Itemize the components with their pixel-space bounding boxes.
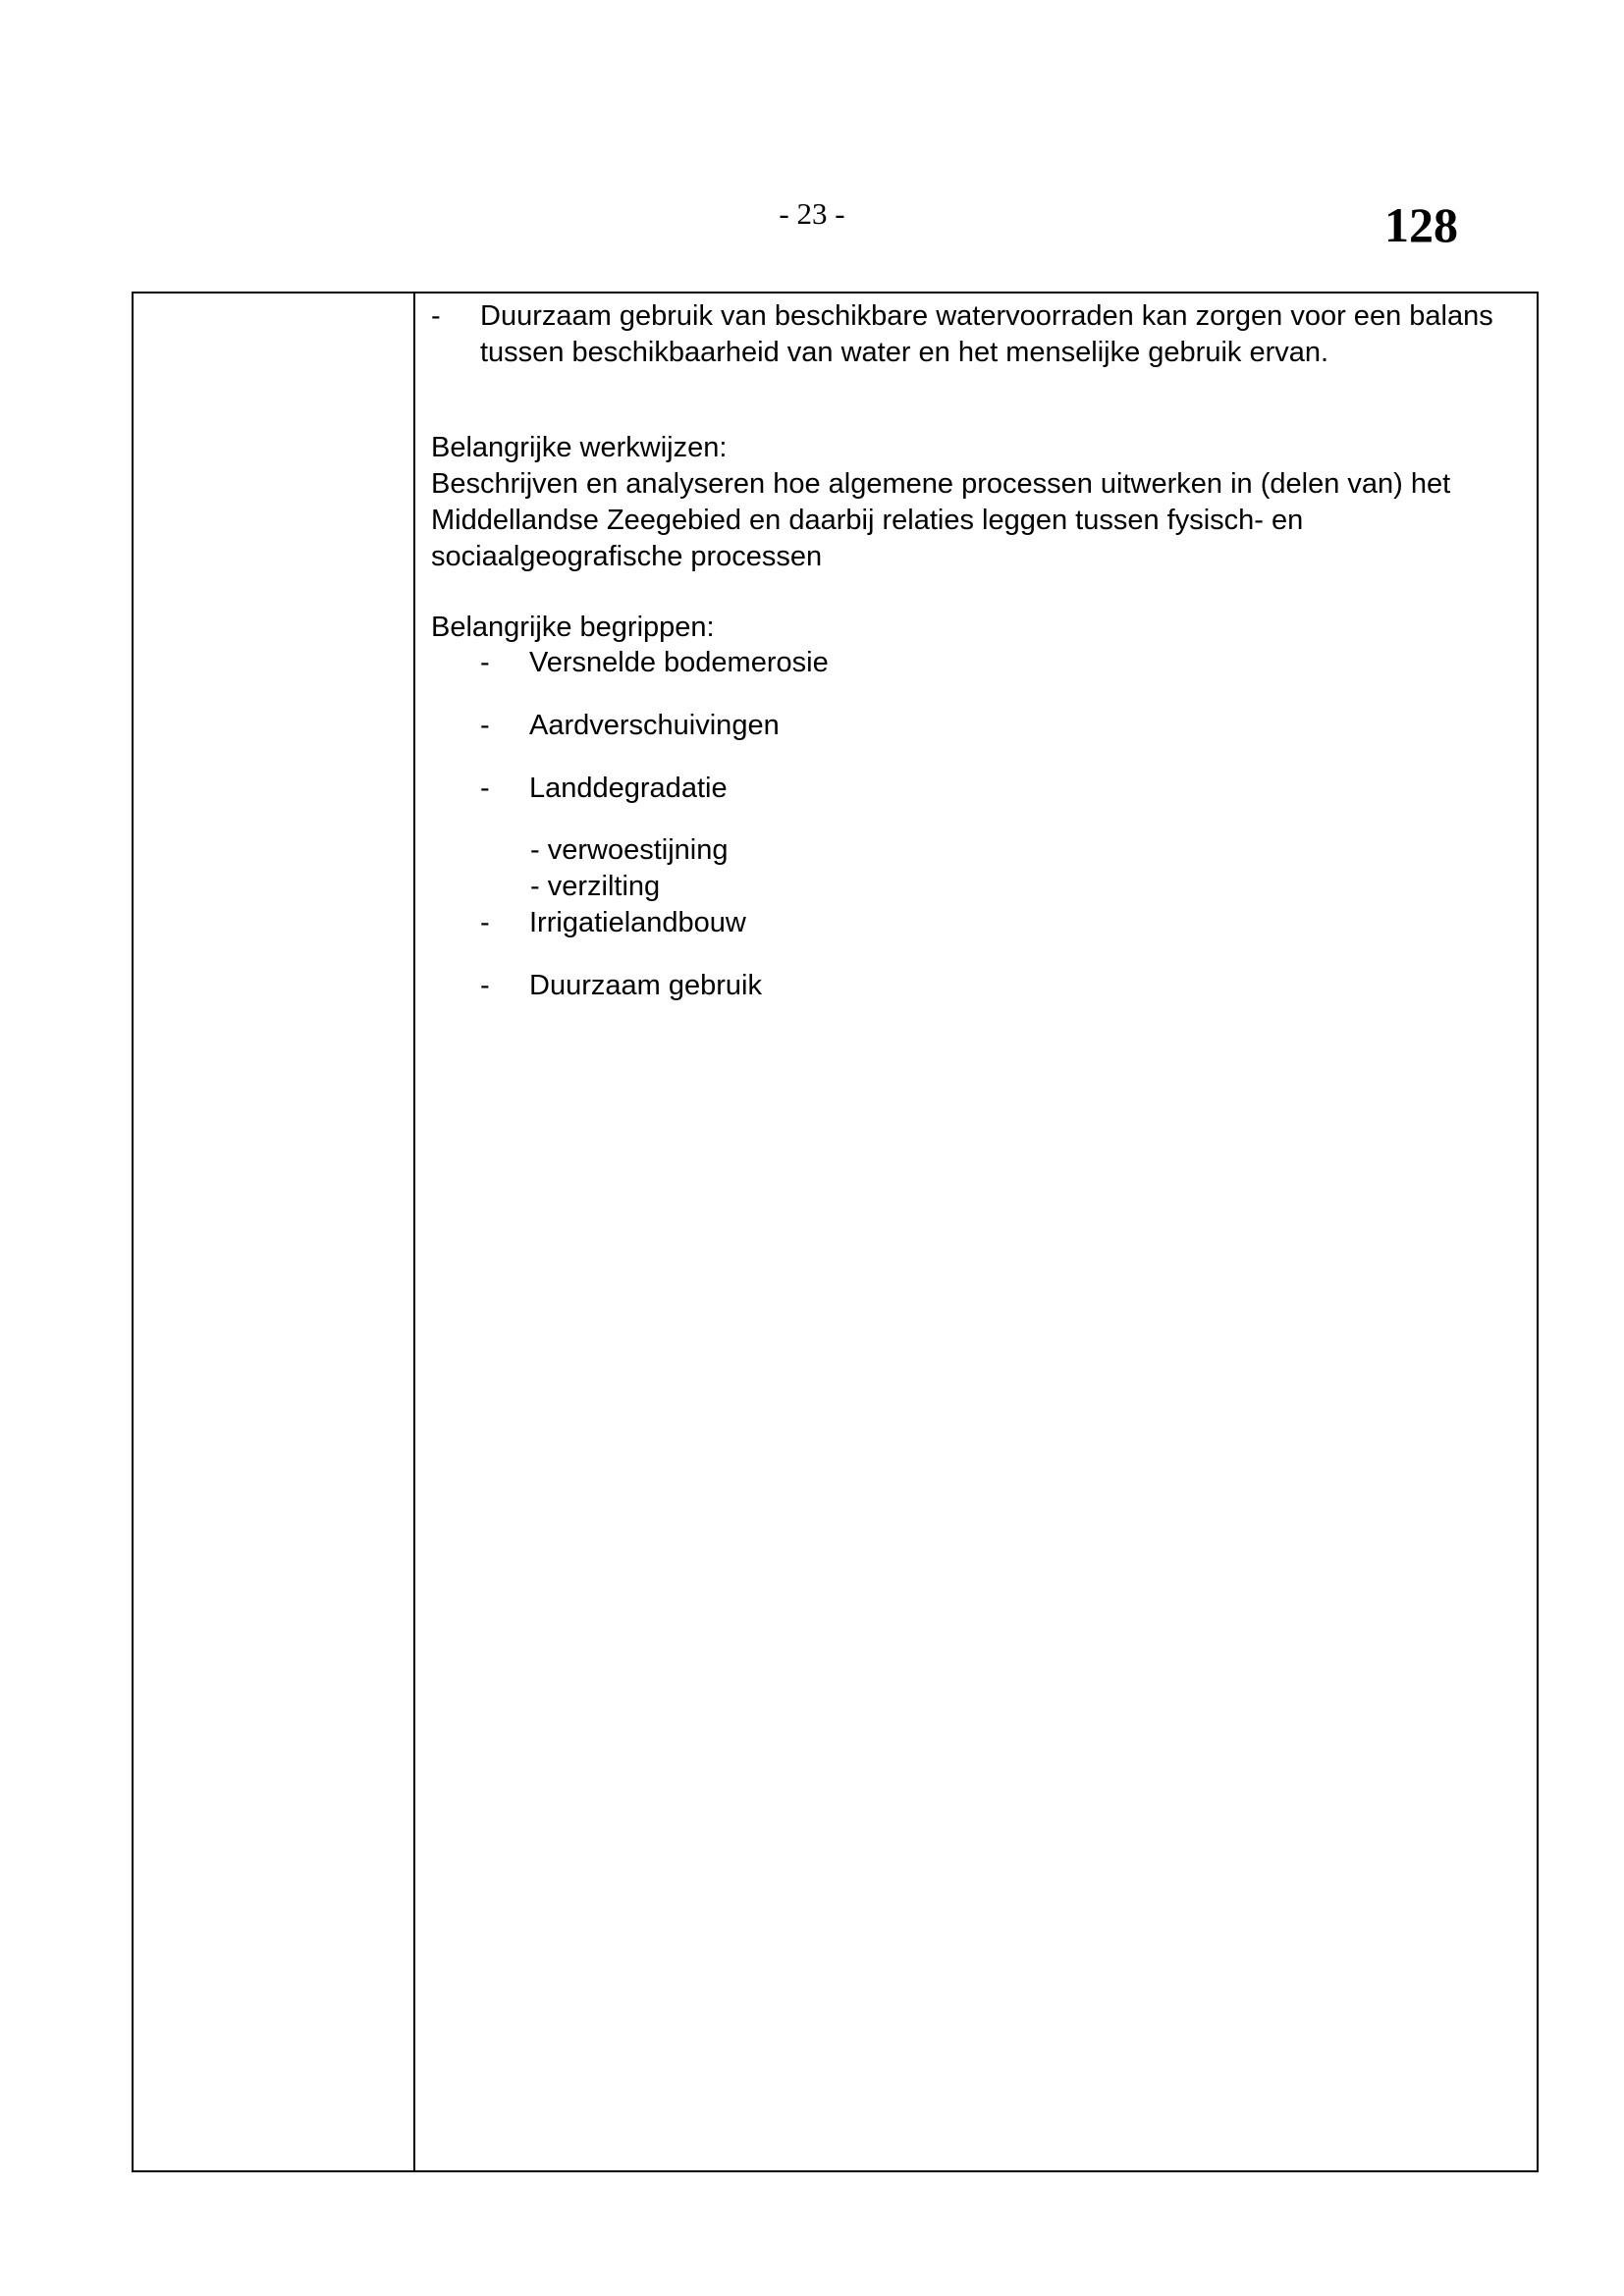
term-dash: -	[480, 710, 490, 741]
term-dash: -	[480, 970, 490, 1001]
term-label: Landdegradatie	[529, 773, 728, 804]
subterm-item: - verwoestijning	[530, 834, 729, 866]
list-item	[431, 298, 1517, 371]
werkwijzen-text: Beschrijven en analyseren hoe algemene processen uitwerken in (delen van) het Middellandse Zeegebied en daarbij relaties leggen tussen fysisch- en sociaalgeografische processen	[431, 468, 1451, 572]
subterm-item: - verzilting	[530, 871, 661, 902]
term-label: Irrigatielandbouw	[529, 907, 746, 938]
term-dash: -	[480, 907, 490, 938]
right-column	[415, 294, 1537, 2170]
bullet-dash: -	[431, 300, 441, 332]
term-label: Aardverschuivingen	[529, 710, 780, 741]
document-number: 128	[1384, 197, 1458, 252]
term-label: Duurzaam gebruik	[529, 970, 762, 1001]
page-number: - 23 -	[779, 196, 845, 231]
term-dash: -	[480, 647, 490, 678]
content-table	[132, 292, 1539, 2172]
term-dash: -	[480, 773, 490, 804]
begrippen-heading: Belangrijke begrippen:	[431, 612, 715, 643]
werkwijzen-heading: Belangrijke werkwijzen:	[431, 432, 728, 463]
list-item-text: Duurzaam gebruik van beschikbare watervoorraden kan zorgen voor een balans tussen beschikbaarheid van water en het menselijke gebruik ervan.	[480, 300, 1493, 368]
left-column	[134, 294, 415, 2170]
term-label: Versnelde bodemerosie	[529, 647, 829, 678]
